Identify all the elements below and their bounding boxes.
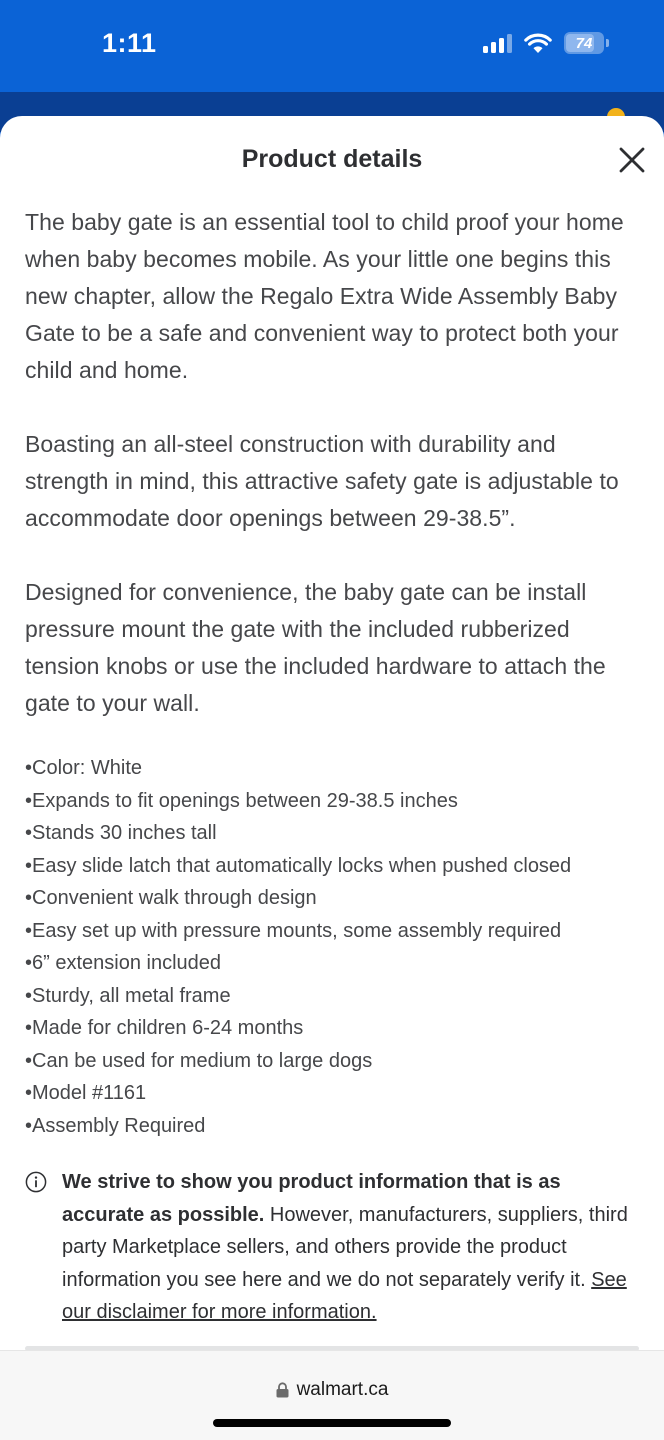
lock-icon bbox=[276, 1382, 289, 1398]
product-details-sheet bbox=[0, 116, 664, 1440]
feature-item: •Expands to fit openings between 29-38.5 inches bbox=[25, 789, 458, 812]
disclaimer-bold-text: We strive to show you product information that is as accurate as possible. bbox=[62, 1171, 561, 1226]
cellular-signal-icon bbox=[483, 33, 512, 53]
status-bar bbox=[0, 0, 664, 92]
wifi-icon bbox=[524, 33, 552, 54]
battery-icon bbox=[564, 32, 604, 54]
feature-item: •Can be used for medium to large dogs bbox=[25, 1049, 373, 1072]
feature-item: •Convenient walk through design bbox=[25, 887, 317, 909]
feature-item: •Assembly Required bbox=[25, 1114, 206, 1137]
feature-item: •Stands 30 inches tall bbox=[25, 822, 217, 844]
feature-item: •Color: White bbox=[25, 757, 143, 779]
feature-item: •Made for children 6-24 months bbox=[25, 1017, 304, 1039]
url-display[interactable] bbox=[0, 1379, 664, 1401]
product-description bbox=[25, 204, 645, 1329]
feature-item: •6” extension included bbox=[25, 952, 222, 974]
feature-item: •Easy set up with pressure mounts, some assembly required bbox=[25, 919, 562, 942]
feature-item: •Sturdy, all metal frame bbox=[25, 984, 231, 1007]
info-icon bbox=[25, 1171, 47, 1193]
description-paragraph: The baby gate is an essential tool to child proof your home when baby becomes mobile. As your little one begins this new chapter, allow the Regalo Extra Wide Assembly Baby Gate to be a safe and convenient way to protect both your child and home. bbox=[25, 209, 624, 383]
feature-item: •Model #1161 bbox=[25, 1082, 147, 1104]
close-icon bbox=[612, 140, 652, 180]
battery-level: 74 bbox=[575, 34, 593, 52]
url-text: walmart.ca bbox=[296, 1379, 389, 1400]
feature-item: •Easy slide latch that automatically locks when pushed closed bbox=[25, 854, 572, 877]
disclaimer-text: However, manufacturers, suppliers, third party Marketplace sellers, and others provide the product information you see here and we do not separately verify it. bbox=[62, 1203, 628, 1291]
description-paragraph: Designed for convenience, the baby gate can be install pressure mount the gate with the included rubberized tension knobs or use the included hardware to attach the gate to your wall. bbox=[25, 579, 606, 716]
feature-list bbox=[25, 752, 645, 1142]
sheet-title: Product details bbox=[241, 145, 423, 173]
description-paragraph: Boasting an all-steel construction with durability and strength in mind, this attractive safety gate is adjustable to accommodate door openings between 29-38.5”. bbox=[25, 431, 619, 531]
status-time: 1:11 bbox=[102, 28, 157, 58]
disclaimer bbox=[25, 1166, 645, 1329]
status-icons bbox=[483, 32, 604, 54]
home-indicator[interactable] bbox=[213, 1419, 451, 1427]
disclaimer-link[interactable]: See our disclaimer for more information. bbox=[62, 1268, 627, 1323]
close-button[interactable] bbox=[612, 140, 652, 180]
